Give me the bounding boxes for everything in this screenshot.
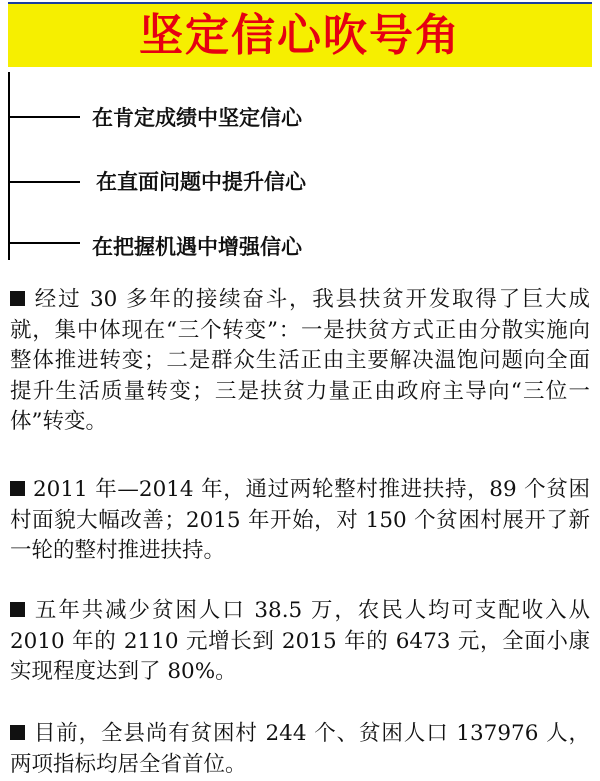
square-bullet-icon (10, 481, 25, 496)
square-bullet-icon (10, 602, 25, 617)
paragraph-4 (10, 719, 590, 780)
outline-branch-line-3 (8, 242, 80, 244)
paragraph-1-text: 经过 30 多年的接续奋斗，我县扶贫开发取得了巨大成就，集中体现在“三个转变”：一是扶贫方式正由分散实施向整体推进转变；二是群众生活正由主要解决温饱问题向全面提升生活质量转变；三是扶贫力量正由政府主导向“三位一体”转变。 (10, 287, 590, 434)
outline-branch-line-2 (8, 181, 80, 183)
paragraph-3 (10, 596, 590, 688)
paragraph-3-text: 五年共减少贫困人口 38.5 万，农民人均可支配收入从 2010 年的 2110 元增长到 2015 年的 6473 元，全面小康实现程度达到了 80%。 (10, 598, 590, 684)
paragraph-1 (10, 285, 590, 438)
outline-item-1: 在肯定成绩中坚定信心 (92, 106, 302, 130)
paragraph-4-text: 目前，全县尚有贫困村 244 个、贫困人口 137976 人，两项指标均居全省首位。 (10, 721, 590, 777)
paragraph-2-text: 2011 年—2014 年，通过两轮整村推进扶持，89 个贫困村面貌大幅改善；2015 年开始，对 150 个贫困村展开了新一轮的整村推进扶持。 (10, 477, 590, 563)
title-banner (8, 2, 592, 67)
outline-item-3: 在把握机遇中增强信心 (92, 235, 302, 259)
outline-vertical-line (8, 72, 10, 260)
outline-item-2: 在直面问题中提升信心 (96, 170, 306, 194)
square-bullet-icon (10, 291, 25, 306)
banner-title: 坚定信心吹号角 (139, 10, 461, 61)
square-bullet-icon (10, 725, 25, 740)
paragraph-2 (10, 475, 590, 567)
outline-branch-line-1 (8, 116, 80, 118)
